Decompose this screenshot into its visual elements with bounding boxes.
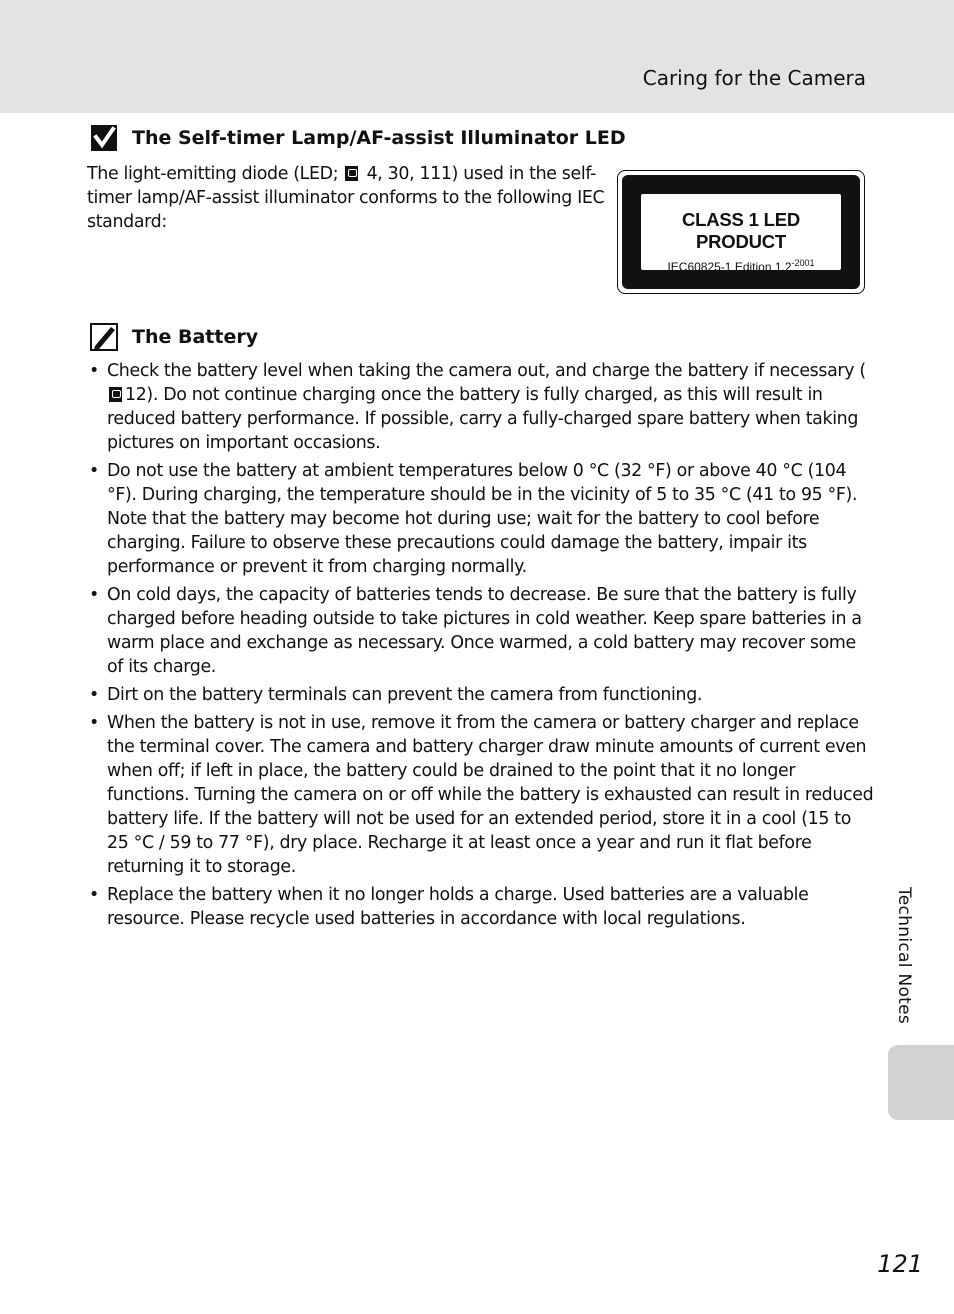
led-intro-text-start: The light-emitting diode (LED; <box>87 164 339 184</box>
list-item: • Replace the battery when it no longer holds a charge. Used batteries are a valuable resource. Please recycle used batteries in accordance with local regulations. <box>87 883 877 931</box>
battery-bullet-list <box>87 359 877 935</box>
label-white-panel <box>641 194 841 274</box>
list-item: • When the battery is not in use, remove it from the camera or battery charger and replace the terminal cover. The camera and battery charger draw minute amounts of current even when off; if left in place, the battery could be drained to the point that it no longer functions. Turning the camera on or off while the battery is exhausted can result in reduced battery life. If the battery will not be used for an extended period, store it in a cool (15 to 25 °C / 59 to 77 °F), dry place. Recharge it at least once a year and run it flat before returning it to storage. <box>87 711 877 879</box>
bullet-text-end: 12). Do not continue charging once the battery is fully charged, as this will result in reduced battery performance. If possible, carry a fully-charged spare battery when taking pictures on important occasions. <box>107 385 859 453</box>
list-item: • Dirt on the battery terminals can prevent the camera from functioning. <box>87 683 877 707</box>
led-section-title: The Self-timer Lamp/AF-assist Illuminator LED <box>132 127 626 149</box>
led-intro-text-end: 4, 30, 111) used in the self-timer lamp/AF-assist illuminator conforms to the following IEC standard: <box>87 164 605 232</box>
battery-section-heading <box>90 323 258 351</box>
pencil-note-icon <box>90 323 118 351</box>
page-reference-icon <box>345 166 358 181</box>
page-reference-icon <box>109 387 122 402</box>
list-item <box>87 359 877 455</box>
page-number: 121 <box>877 1250 923 1278</box>
label-standard-year: -2001 <box>791 258 815 268</box>
check-note-icon <box>90 124 118 152</box>
led-section-heading <box>90 124 626 152</box>
side-section-label: Technical Notes <box>894 887 914 1025</box>
page-header-title: Caring for the Camera <box>642 66 866 90</box>
label-title: CLASS 1 LED PRODUCT <box>681 209 801 252</box>
list-item: • On cold days, the capacity of batteries tends to decrease. Be sure that the battery is fully charged before heading outside to take pictures in cold weather. Keep spare batteries in a warm place and exchange as necessary. Once warmed, a cold battery may recover some of its charge. <box>87 583 877 679</box>
label-standard <box>641 258 841 274</box>
battery-section-title: The Battery <box>132 326 259 348</box>
class1-led-label <box>617 170 865 294</box>
list-item: • Do not use the battery at ambient temperatures below 0 °C (32 °F) or above 40 °C (104 °F). During charging, the temperature should be in the vicinity of 5 to 35 °C (41 to 95 °F). Note that the battery may become hot during use; wait for the battery to cool before charging. Failure to observe these precautions could damage the battery, impair its performance or prevent it from charging normally. <box>87 459 877 579</box>
header-band <box>0 0 954 113</box>
led-intro-paragraph <box>87 162 607 234</box>
label-black-frame <box>622 175 860 289</box>
bullet-text-start: Check the battery level when taking the camera out, and charge the battery if necessary ( <box>107 361 866 381</box>
label-standard-text: IEC60825-1 Edition 1.2 <box>667 260 792 274</box>
side-tab-marker <box>888 1045 954 1120</box>
